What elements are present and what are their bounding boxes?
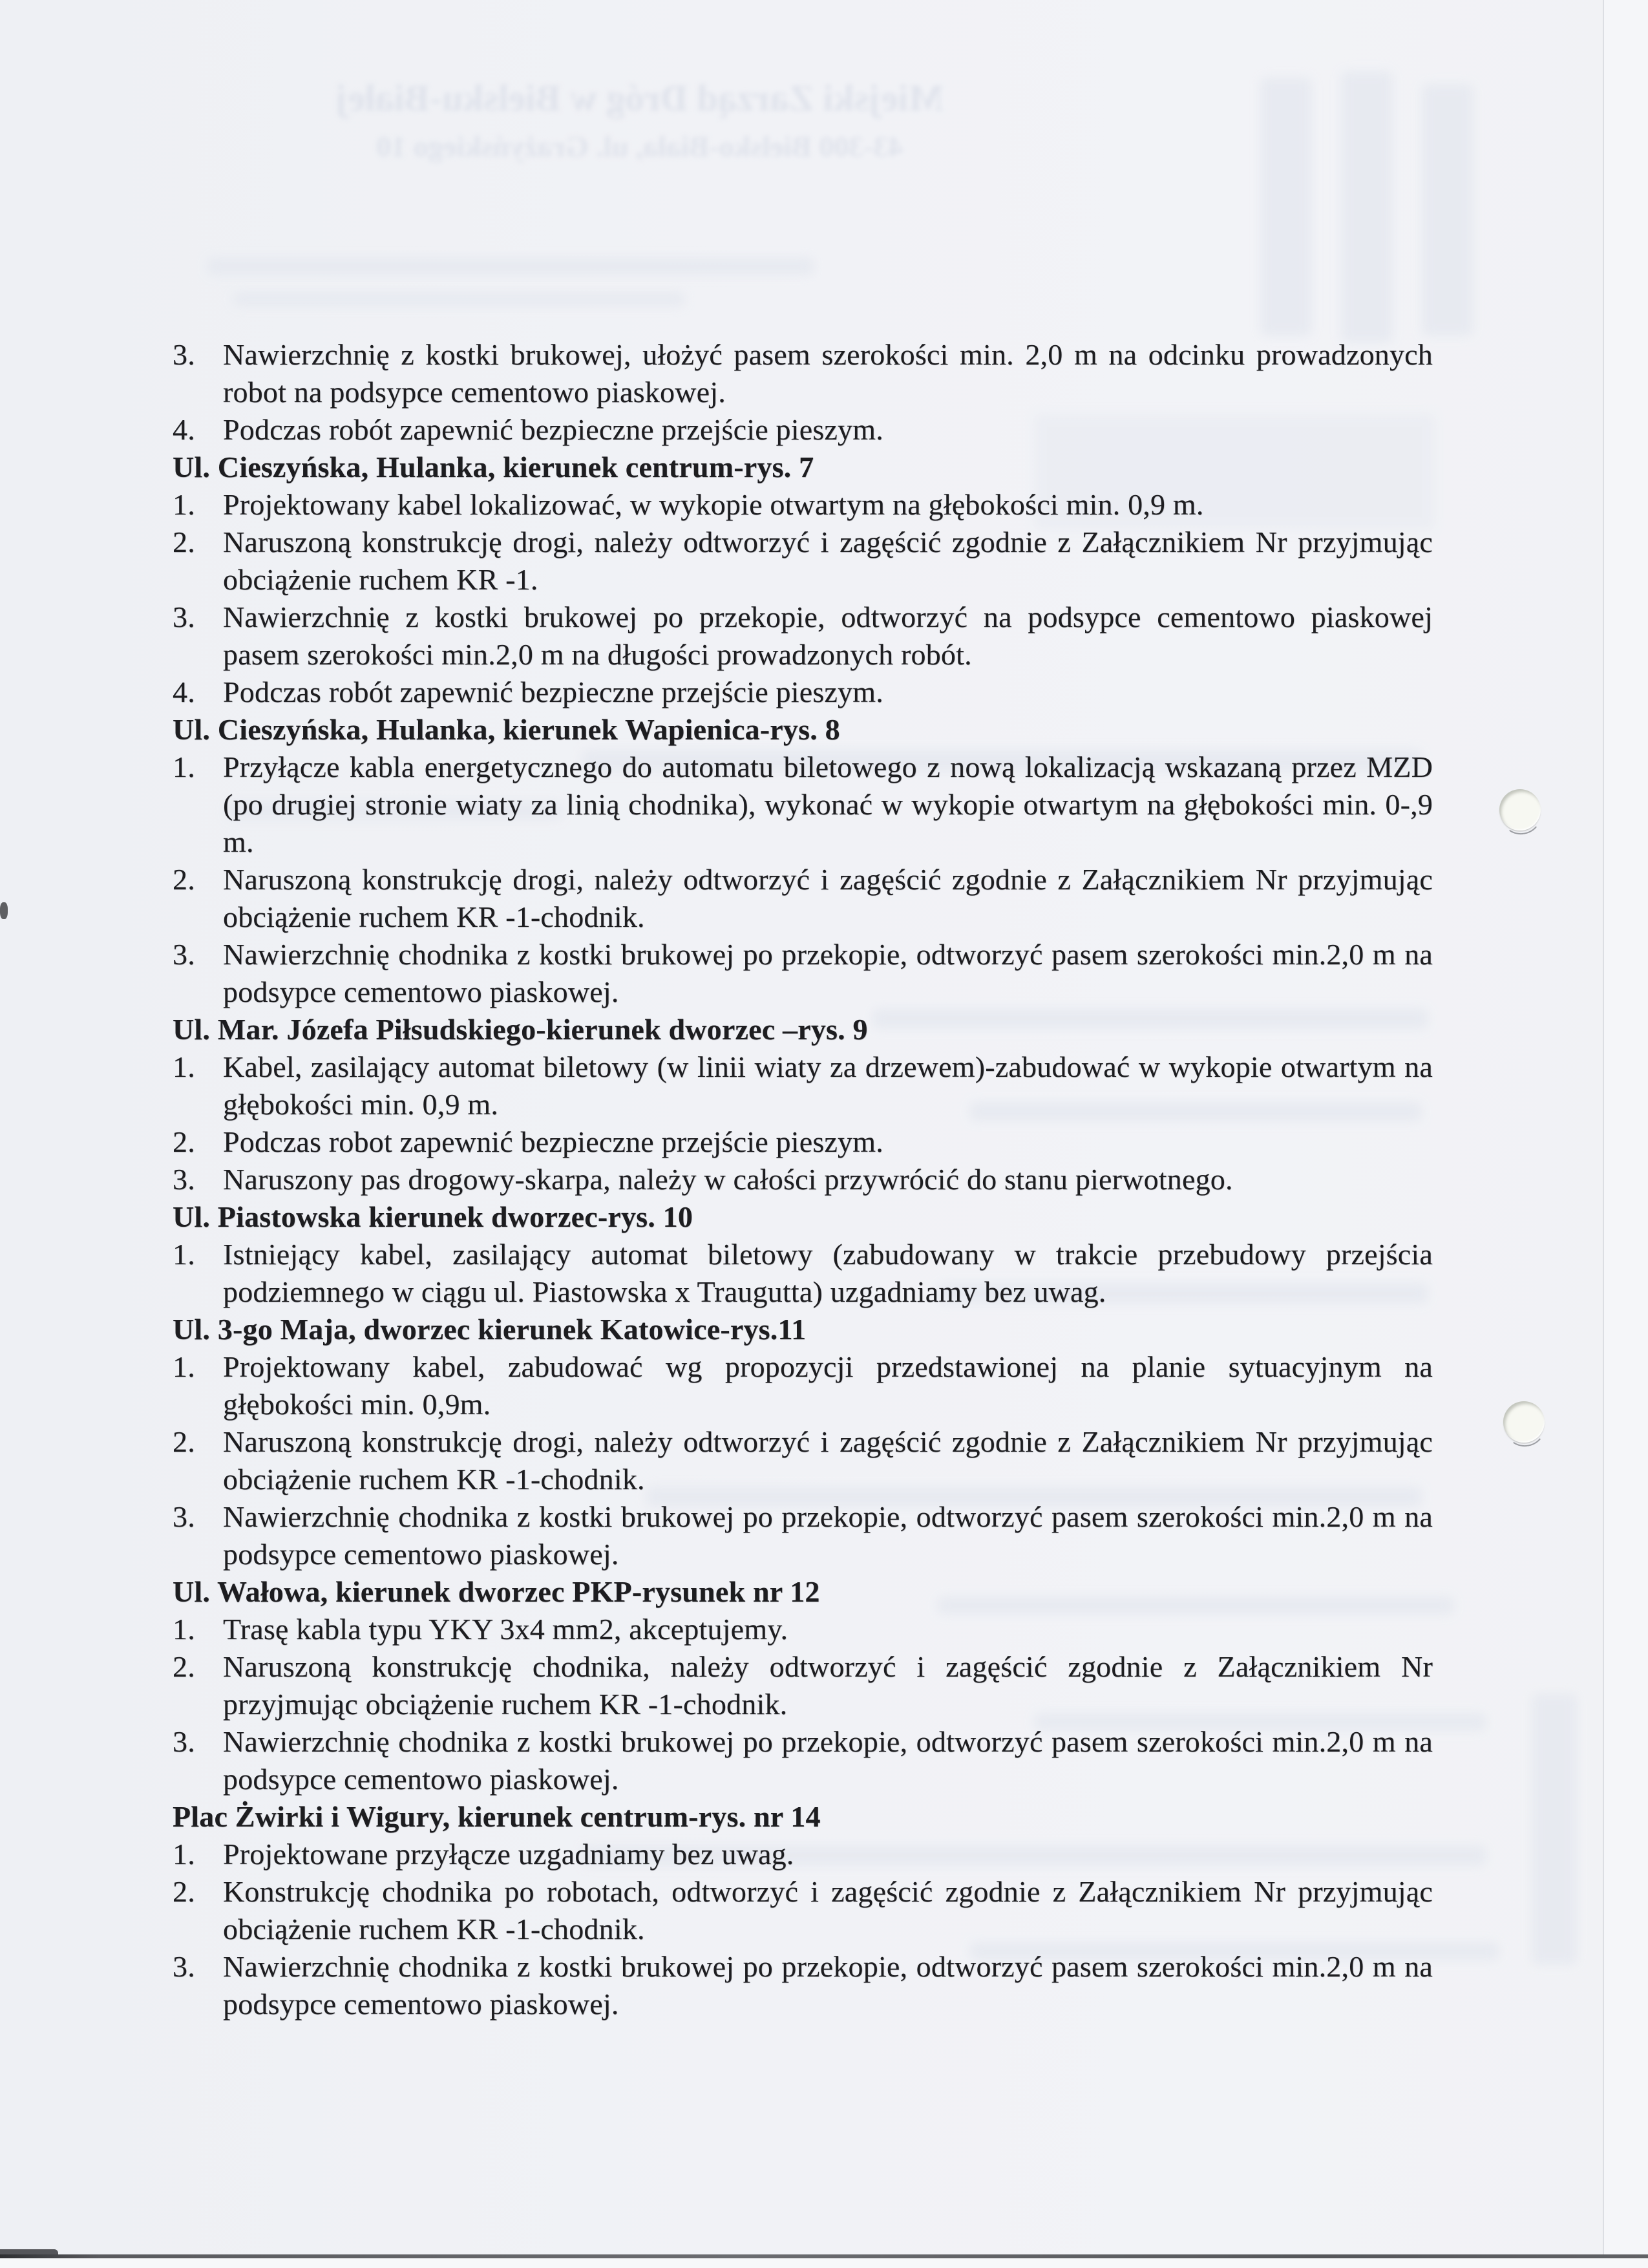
list-item: [173, 1611, 1433, 1648]
section-heading: Ul. Cieszyńska, Hulanka, kierunek centrum-rys. 7: [173, 450, 814, 483]
item-number: 3.: [173, 600, 195, 633]
item-text: Przyłącze kabla energetycznego do automatu biletowego z nową lokalizacją wskazaną przez MZD (po drugiej stronie wiaty za linią chodnika), wykonać w wykopie otwartym na głębokości min. 0-,9 m.: [223, 750, 1433, 858]
item-text: Trasę kabla typu YKY 3x4 mm2, akceptujemy.: [223, 1613, 788, 1646]
item-text: Nawierzchnię chodnika z kostki brukowej po przekopie, odtworzyć pasem szerokości min.2,0 m na podsypce cementowo piaskowej.: [223, 938, 1433, 1008]
bleedthrough-logo-smudge: [1341, 71, 1393, 343]
item-text: Naruszoną konstrukcję drogi, należy odtworzyć i zagęścić zgodnie z Załącznikiem Nr przyjmując obciążenie ruchem KR -1-chodnik.: [223, 863, 1433, 933]
bleedthrough-smudge: [207, 257, 814, 275]
list-item: [173, 1873, 1433, 1948]
item-number: 2.: [173, 1650, 195, 1683]
item-text: Podczas robót zapewnić bezpieczne przejście pieszym.: [223, 675, 883, 708]
list-item: [173, 1236, 1433, 1311]
list-item: [173, 336, 1433, 411]
list-item: [173, 673, 1433, 711]
item-text: Konstrukcję chodnika po robotach, odtworzyć i zagęścić zgodnie z Załącznikiem Nr przyjmując obciążenie ruchem KR -1-chodnik.: [223, 1875, 1433, 1945]
item-text: Naruszoną konstrukcję drogi, należy odtworzyć i zagęścić zgodnie z Załącznikiem Nr przyjmując obciążenie ruchem KR -1-chodnik.: [223, 1425, 1433, 1496]
bleedthrough-smudge: [1532, 1693, 1577, 1965]
bleedthrough-header-line1: Miejski Zarząd Dróg w Bielsku-Białej: [335, 77, 944, 119]
bleedthrough-logo-smudge: [1260, 78, 1312, 336]
section-heading: Plac Żwirki i Wigury, kierunek centrum-rys. nr 14: [173, 1800, 821, 1833]
item-number: 4.: [173, 413, 195, 446]
bleedthrough-logo-smudge: [1422, 84, 1474, 336]
punch-hole: [1503, 1401, 1545, 1443]
list-item: [173, 599, 1433, 673]
item-text: Nawierzchnię chodnika z kostki brukowej po przekopie, odtworzyć pasem szerokości min.2,0 m na podsypce cementowo piaskowej.: [223, 1725, 1433, 1796]
item-number: 3.: [173, 938, 195, 971]
item-number: 2.: [173, 1425, 195, 1458]
list-item: [173, 1723, 1433, 1798]
item-number: 4.: [173, 675, 195, 708]
item-text: Podczas robot zapewnić bezpieczne przejście pieszym.: [223, 1125, 883, 1158]
list-item: [173, 486, 1433, 524]
item-number: 1.: [173, 1613, 195, 1646]
page-bottom-edge-line: [0, 2254, 1648, 2258]
item-number: 1.: [173, 1838, 195, 1871]
list-item: [173, 524, 1433, 599]
document-text: [173, 336, 1433, 2023]
item-text: Istniejący kabel, zasilający automat biletowy (zabudowany w trakcie przebudowy przejścia podziemnego w ciągu ul. Piastowska x Traugutta) uzgadniamy bez uwag.: [223, 1238, 1433, 1308]
paper-speck: [0, 902, 8, 919]
item-number: 1.: [173, 750, 195, 783]
item-text: Projektowane przyłącze uzgadniamy bez uwag.: [223, 1838, 794, 1871]
list-item: [173, 1123, 1433, 1161]
item-text: Nawierzchnię z kostki brukowej, ułożyć pasem szerokości min. 2,0 m na odcinku prowadzonych robot na podsypce cementowo piaskowej.: [223, 338, 1433, 408]
item-text: Kabel, zasilający automat biletowy (w linii wiaty za drzewem)-zabudować w wykopie otwartym na głębokości min. 0,9 m.: [223, 1050, 1433, 1121]
item-text: Naruszony pas drogowy-skarpa, należy w całości przywrócić do stanu pierwotnego.: [223, 1163, 1233, 1196]
item-text: Nawierzchnię z kostki brukowej po przekopie, odtworzyć na podsypce cementowo piaskowej pasem szerokości min.2,0 m na długości prowadzonych robót.: [223, 600, 1433, 671]
list-item: [173, 1348, 1433, 1423]
list-item: [173, 1423, 1433, 1498]
item-number: 2.: [173, 1875, 195, 1908]
section-heading: Ul. 3-go Maja, dworzec kierunek Katowice-rys.11: [173, 1313, 807, 1346]
item-text: Projektowany kabel lokalizować, w wykopie otwartym na głębokości min. 0,9 m.: [223, 488, 1204, 521]
bleedthrough-smudge: [233, 292, 685, 306]
item-text: Naruszoną konstrukcję chodnika, należy odtworzyć i zagęścić zgodnie z Załącznikiem Nr przyjmując obciążenie ruchem KR -1-chodnik.: [223, 1650, 1433, 1721]
section-heading: Ul. Wałowa, kierunek dworzec PKP-rysunek nr 12: [173, 1575, 820, 1608]
list-item: [173, 1948, 1433, 2023]
section-heading: Ul. Mar. Józefa Piłsudskiego-kierunek dworzec –rys. 9: [173, 1013, 868, 1046]
list-item: [173, 1048, 1433, 1123]
list-item: [173, 1498, 1433, 1573]
item-number: 1.: [173, 1350, 195, 1383]
punch-hole: [1499, 789, 1541, 831]
item-number: 3.: [173, 338, 195, 371]
item-number: 2.: [173, 1125, 195, 1158]
list-item: [173, 936, 1433, 1011]
section-heading: Ul. Piastowska kierunek dworzec-rys. 10: [173, 1200, 693, 1233]
item-number: 3.: [173, 1950, 195, 1983]
item-number: 1.: [173, 1238, 195, 1271]
list-item: [173, 1161, 1433, 1198]
item-number: 2.: [173, 863, 195, 896]
bleedthrough-header-line2: 43-300 Bielsko-Biała, ul. Grażyńskiego 10: [376, 130, 903, 163]
item-number: 1.: [173, 488, 195, 521]
list-item: [173, 411, 1433, 449]
item-number: 3.: [173, 1725, 195, 1758]
list-item: [173, 861, 1433, 936]
list-item: [173, 1836, 1433, 1873]
list-item: [173, 748, 1433, 861]
paper-right-edge: [1603, 0, 1648, 2255]
item-number: 3.: [173, 1500, 195, 1533]
item-number: 3.: [173, 1163, 195, 1196]
item-text: Nawierzchnię chodnika z kostki brukowej po przekopie, odtworzyć pasem szerokości min.2,0 m na podsypce cementowo piaskowej.: [223, 1500, 1433, 1571]
section-heading: Ul. Cieszyńska, Hulanka, kierunek Wapienica-rys. 8: [173, 713, 840, 746]
item-text: Nawierzchnię chodnika z kostki brukowej po przekopie, odtworzyć pasem szerokości min.2,0 m na podsypce cementowo piaskowej.: [223, 1950, 1433, 2020]
list-item: [173, 1648, 1433, 1723]
item-number: 1.: [173, 1050, 195, 1083]
item-text: Projektowany kabel, zabudować wg propozycji przedstawionej na planie sytuacyjnym na głębokości min. 0,9m.: [223, 1350, 1433, 1421]
item-text: Naruszoną konstrukcję drogi, należy odtworzyć i zagęścić zgodnie z Załącznikiem Nr przyjmując obciążenie ruchem KR -1.: [223, 525, 1433, 596]
item-number: 2.: [173, 525, 195, 558]
item-text: Podczas robót zapewnić bezpieczne przejście pieszym.: [223, 413, 883, 446]
